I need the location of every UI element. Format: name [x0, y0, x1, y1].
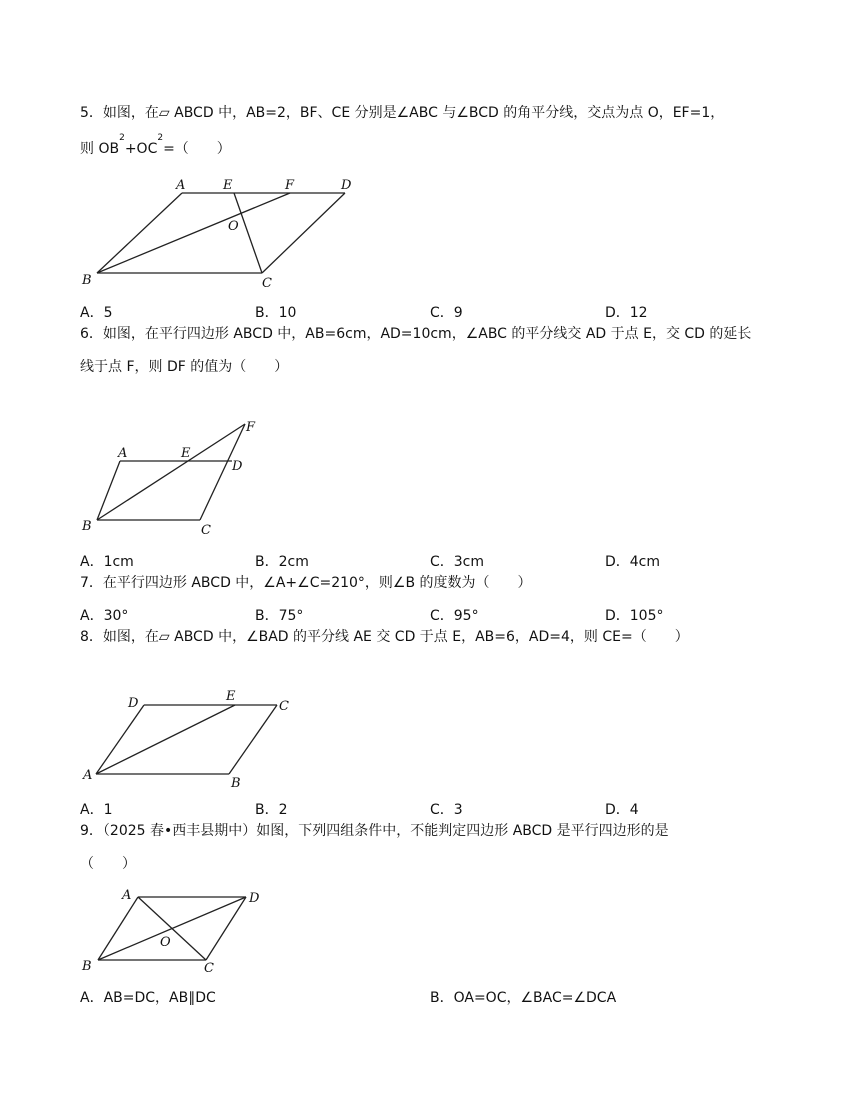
q9-label-B: B [82, 959, 92, 974]
q8-label-E: E [226, 689, 236, 704]
q5-label-B: B [82, 273, 92, 288]
q5-label-C: C [262, 276, 272, 291]
q5-option-a[interactable]: A．5 [80, 305, 113, 321]
q6-option-d[interactable]: D．4cm [605, 554, 661, 570]
q7-stem-line1: 7．在平行四边形 ABCD 中，∠A+∠C=210°，则∠B 的度数为（ ） [80, 575, 532, 591]
q5-label-E: E [223, 178, 233, 193]
q9-label-C: C [204, 961, 214, 976]
q8-option-d[interactable]: D．4 [605, 802, 639, 818]
q7-option-b[interactable]: B．75° [255, 608, 304, 624]
q6-label-E: E [181, 446, 191, 461]
q8-stem-line1: 8．如图，在▱ ABCD 中，∠BAD 的平分线 AE 交 CD 于点 E，AB=6，AD=4，则 CE=（ ） [80, 629, 689, 645]
q6-label-B: B [82, 519, 92, 534]
q6-option-a[interactable]: A．1cm [80, 554, 134, 570]
q8-option-a[interactable]: A．1 [80, 802, 113, 818]
q8-label-C: C [279, 699, 289, 714]
q7-option-a[interactable]: A．30° [80, 608, 129, 624]
q6-label-C: C [201, 523, 211, 538]
q5-line2-part2: +OC [124, 141, 158, 157]
q9-diagonal-BD [98, 897, 246, 960]
q5-line2-part3: =（ ） [163, 141, 231, 157]
q6-label-D: D [232, 459, 243, 474]
q9-stem-line1: 9．（2025 春•西丰县期中）如图，下列四组条件中，不能判定四边形 ABCD 是平行四边形的是 [80, 823, 669, 839]
q6-label-A: A [118, 446, 128, 461]
q6-stem-line2: 线于点 F，则 DF 的值为（ ） [80, 359, 289, 375]
q5-label-F: F [285, 178, 295, 193]
q5-option-d[interactable]: D．12 [605, 305, 648, 321]
q5-label-O: O [228, 219, 239, 234]
q6-label-F: F [246, 420, 256, 435]
q9-label-D: D [249, 891, 260, 906]
q9-option-b[interactable]: B．OA=OC，∠BAC=∠DCA [430, 990, 617, 1006]
q6-option-b[interactable]: B．2cm [255, 554, 309, 570]
q8-label-B: B [231, 776, 241, 791]
q8-label-D: D [128, 696, 139, 711]
q9-label-A: A [122, 888, 132, 903]
q8-option-c[interactable]: C．3 [430, 802, 463, 818]
q7-option-d[interactable]: D．105° [605, 608, 664, 624]
q5-label-D: D [341, 178, 352, 193]
q9-stem-line2: （ ） [80, 856, 136, 872]
q9-side-CD [206, 897, 246, 960]
q5-sup1: 2 [119, 133, 125, 143]
q6-stem-line1: 6．如图，在平行四边形 ABCD 中，AB=6cm，AD=10cm，∠ABC 的平分线交 AD 于点 E，交 CD 的延长 [80, 326, 752, 342]
q9-label-O: O [160, 935, 171, 950]
q5-option-b[interactable]: B．10 [255, 305, 297, 321]
q5-label-A: A [176, 178, 186, 193]
q9-side-AB [98, 897, 138, 960]
q9-option-a[interactable]: A．AB=DC，AB∥DC [80, 990, 216, 1006]
q5-line2-part1: 则 OB [80, 141, 120, 157]
q6-option-c[interactable]: C．3cm [430, 554, 485, 570]
q8-label-A: A [83, 768, 93, 783]
q8-option-b[interactable]: B．2 [255, 802, 288, 818]
q5-stem-line1: 5．如图，在▱ ABCD 中，AB=2，BF、CE 分别是∠ABC 与∠BCD 的角平分线，交点为点 O，EF=1， [80, 105, 725, 121]
q5-option-c[interactable]: C．9 [430, 305, 463, 321]
q7-option-c[interactable]: C．95° [430, 608, 479, 624]
q5-sup2: 2 [157, 133, 164, 143]
